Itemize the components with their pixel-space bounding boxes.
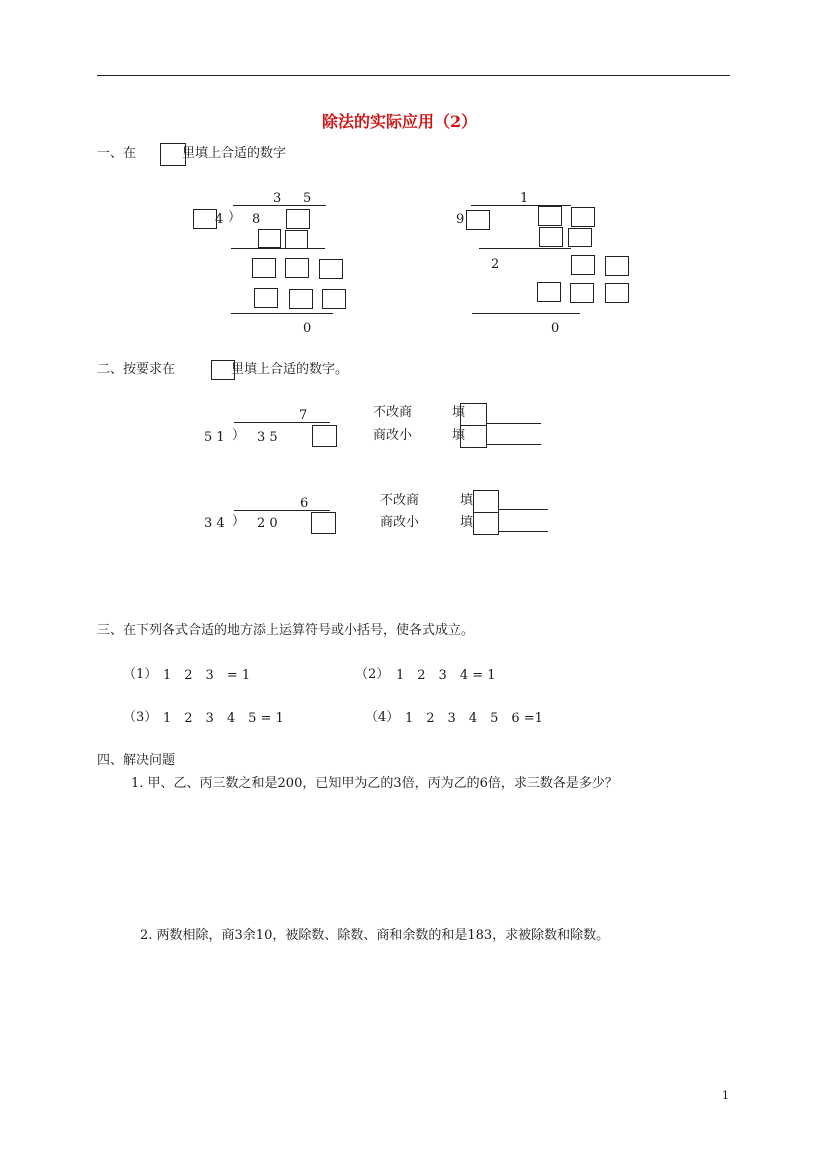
left-divisor-digit: 4 xyxy=(215,212,224,227)
section3-heading: 三、在下列各式合适的地方添上运算符号或小括号，使各式成立。 xyxy=(97,623,475,638)
problem-b-option2-line xyxy=(499,531,548,532)
right-product1-box[interactable] xyxy=(539,227,563,247)
left-remainder1-box-2[interactable] xyxy=(285,258,309,278)
problem-a-division-bar xyxy=(234,422,330,423)
problem-b-dividend: 2 0 xyxy=(257,516,278,531)
problem-a-option1-line xyxy=(487,423,541,424)
equation-3-label: （3） xyxy=(123,710,158,725)
problem-a-quotient: 7 xyxy=(299,408,308,423)
left-product1-box-2[interactable] xyxy=(285,230,308,249)
left-dividend-digit: 8 xyxy=(252,212,261,227)
left-product2-box-2[interactable] xyxy=(289,289,313,309)
page-number: 1 xyxy=(722,1089,729,1102)
problem-b-quotient: 6 xyxy=(300,496,309,511)
problem-a-option1-label: 不改商 xyxy=(373,405,413,420)
problem-b-dividend-box[interactable] xyxy=(311,512,336,534)
left-divisor-box[interactable] xyxy=(193,209,217,229)
equation-1-label: （1） xyxy=(123,667,158,682)
header-rule xyxy=(97,75,730,76)
right-subtract-line-1 xyxy=(479,248,571,249)
problem-b-paren: ） xyxy=(232,514,246,529)
problem-a-option2-label: 商改小 xyxy=(373,428,413,443)
left-product2-box-3[interactable] xyxy=(322,289,346,309)
left-subtract-line-2 xyxy=(231,313,333,314)
problem-a-option1-fill: 填 xyxy=(452,405,466,420)
section4-heading: 四、解决问题 xyxy=(97,753,176,768)
equation-2-label: （2） xyxy=(355,667,390,682)
problem-a-option2-line xyxy=(487,444,541,445)
problem-b-option2-box[interactable] xyxy=(473,512,499,535)
problem-a-option1-box[interactable] xyxy=(460,403,487,426)
problem-a-option2-box[interactable] xyxy=(460,425,487,448)
right-product1-box-2[interactable] xyxy=(568,228,592,247)
right-final-remainder: 0 xyxy=(551,321,560,336)
section1-heading-suffix: 里填上合适的数字 xyxy=(182,146,287,161)
problem-b-option2-label: 商改小 xyxy=(380,515,420,530)
right-product2-box-2[interactable] xyxy=(570,283,594,303)
right-divisor-box[interactable] xyxy=(466,210,490,230)
right-remainder1-box-1[interactable] xyxy=(571,255,595,275)
equation-4-label: （4） xyxy=(365,710,400,725)
section2-heading-suffix: 里填上合适的数字。 xyxy=(231,362,349,377)
problem-a-dividend-box[interactable] xyxy=(312,425,337,447)
right-dividend-box-2[interactable] xyxy=(571,207,595,227)
section2-heading-prefix: 二、按要求在 xyxy=(97,362,176,377)
left-quotient-digit-2: 5 xyxy=(303,191,312,206)
right-quotient-digit: 1 xyxy=(520,191,529,206)
word-problem-2: 2. 两数相除，商3余10，被除数、除数、商和余数的和是183，求被除数和除数。 xyxy=(140,928,610,943)
problem-b-option1-line xyxy=(499,509,548,510)
left-subtract-line-1 xyxy=(231,248,325,249)
right-divisor-digit: 9 xyxy=(456,212,465,227)
right-dividend-box-1[interactable] xyxy=(538,206,562,226)
page-title: 除法的实际应用（2） xyxy=(322,112,478,131)
problem-a-dividend: 3 5 xyxy=(257,430,278,445)
problem-b-option1-fill: 填 xyxy=(460,493,474,508)
right-product2-box-1[interactable] xyxy=(537,282,561,302)
problem-b-option1-label: 不改商 xyxy=(380,493,420,508)
problem-b-divisor: 3 4 xyxy=(204,516,225,531)
left-quotient-digit-1: 3 xyxy=(273,191,282,206)
left-final-remainder: 0 xyxy=(303,321,312,336)
word-problem-1: 1. 甲、乙、丙三数之和是200，已知甲为乙的3倍，丙为乙的6倍，求三数各是多少？ xyxy=(131,776,618,791)
right-subtract-line-2 xyxy=(472,313,580,314)
equation-2-expr: 1 2 3 4 = 1 xyxy=(396,668,496,683)
section1-heading-prefix: 一、在 xyxy=(97,146,137,161)
right-product2-box-3[interactable] xyxy=(605,283,629,303)
left-division-paren: ） xyxy=(228,210,242,225)
left-division-bar xyxy=(233,205,326,206)
right-partial-digit: 2 xyxy=(491,257,500,272)
problem-b-option2-fill: 填 xyxy=(460,515,474,530)
left-dividend-box[interactable] xyxy=(286,209,310,229)
right-remainder1-box-2[interactable] xyxy=(605,256,629,276)
problem-a-paren: ） xyxy=(232,428,246,443)
problem-a-option2-fill: 填 xyxy=(452,428,466,443)
problem-b-option1-box[interactable] xyxy=(473,490,499,513)
equation-3-expr: 1 2 3 4 5 = 1 xyxy=(163,711,284,726)
equation-1-expr: 1 2 3 = 1 xyxy=(163,668,251,683)
problem-b-division-bar xyxy=(234,510,330,511)
left-product1-box-1[interactable] xyxy=(258,229,281,248)
left-product2-box-1[interactable] xyxy=(254,288,278,308)
equation-4-expr: 1 2 3 4 5 6 =1 xyxy=(405,711,543,726)
left-remainder1-box-3[interactable] xyxy=(319,259,343,279)
problem-a-divisor: 5 1 xyxy=(204,430,225,445)
left-remainder1-box-1[interactable] xyxy=(252,258,276,278)
